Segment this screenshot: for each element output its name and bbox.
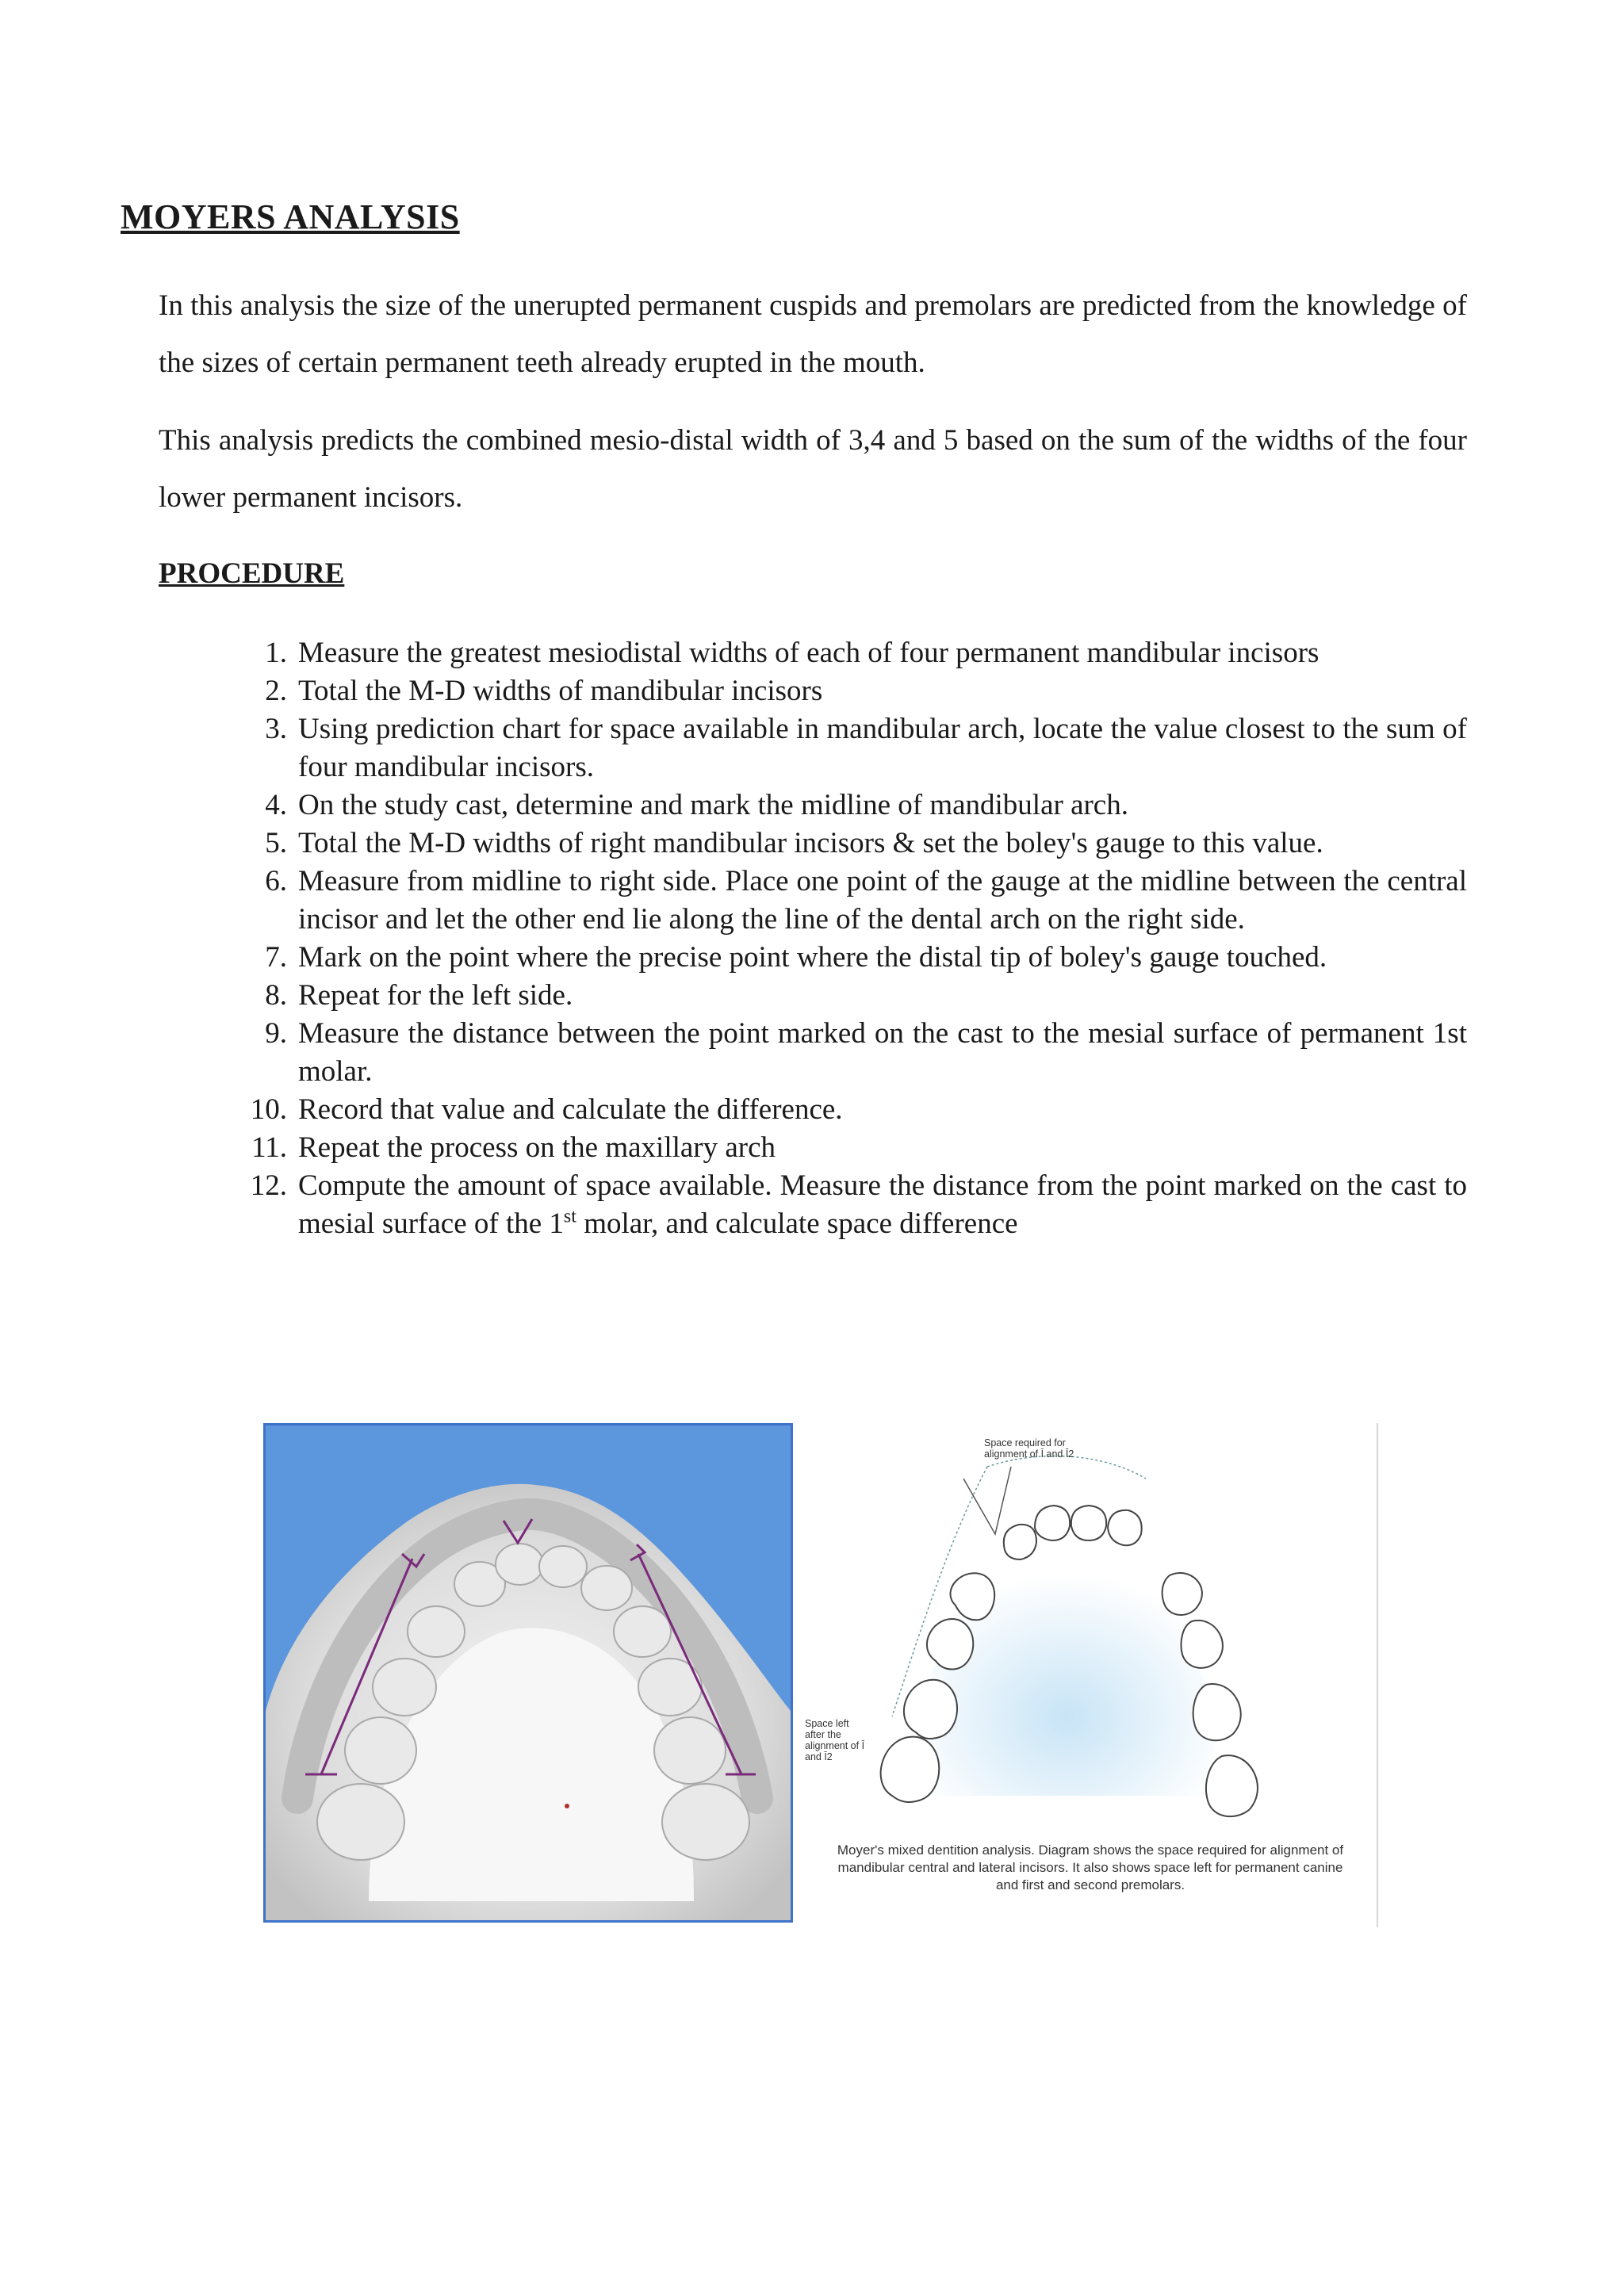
step-number: 8.: [265, 979, 287, 1012]
procedure-step: [230, 1129, 1467, 1167]
intro-paragraph-2: This analysis predicts the combined mesio-distal width of 3,4 and 5 based on the sum of the widths of the four lower permanent incisors.: [159, 424, 1467, 514]
step-number: 11.: [251, 1131, 287, 1164]
intro-paragraph-1: In this analysis the size of the unerupted permanent cuspids and premolars are predicted from the knowledge of the sizes of certain permanent teeth already erupted in the mouth.: [159, 289, 1467, 379]
step-number: 2.: [265, 675, 287, 707]
step-text: Measure the distance between the point marked on the cast to the mesial surface of permanent 1st molar.: [298, 1017, 1467, 1088]
step-number: 10.: [250, 1093, 287, 1126]
step-text-part: molar, and calculate space difference: [576, 1207, 1018, 1240]
procedure-steps: [230, 634, 1467, 1243]
procedure-step: [230, 672, 1467, 710]
step-text: Mark on the point where the precise point where the distal tip of boley's gauge touched.: [298, 941, 1327, 974]
procedure-step: [230, 710, 1467, 786]
step-text: On the study cast, determine and mark the midline of mandibular arch.: [298, 789, 1128, 821]
space-left-label: Space left after the alignment of Ī and Ī2: [805, 1718, 865, 1762]
cast-dot: [565, 1804, 569, 1808]
step-text: Repeat for the left side.: [298, 979, 573, 1012]
procedure-step: [230, 1091, 1467, 1129]
step-number: 4.: [265, 789, 287, 821]
step-number: 9.: [265, 1017, 287, 1050]
procedure-step: [230, 825, 1467, 863]
procedure-heading: PROCEDURE: [159, 557, 345, 590]
step-text-part: Compute the amount of space available. Measure the distance from the point marked on the cast to mesial surface of the 1: [298, 1169, 1467, 1240]
step-number: 5.: [265, 827, 287, 859]
ordinal-superscript: st: [563, 1206, 576, 1227]
space-required-label: Space required for alignment of Ī and Ī2: [984, 1437, 1074, 1460]
step-text: Measure the greatest mesiodistal widths of each of four permanent mandibular incisors: [298, 637, 1320, 669]
dental-cast-illustration: [266, 1425, 791, 1920]
step-text: Record that value and calculate the difference.: [298, 1093, 843, 1126]
dentition-arch-illustration: [797, 1423, 1378, 1835]
procedure-step: [230, 1015, 1467, 1091]
dental-cast-photo: [263, 1423, 793, 1923]
step-number: 12.: [250, 1169, 287, 1202]
step-text: Total the M-D widths of right mandibular incisors & set the boley's gauge to this value.: [298, 827, 1323, 859]
figure-caption: Moyer's mixed dentition analysis. Diagram shows the space required for alignment of mandibular central and lateral incisors. It also shows space left for permanent canine and first and second premolars.: [837, 1843, 1344, 1892]
procedure-step: [230, 939, 1467, 977]
step-text: [298, 1167, 1467, 1243]
procedure-step: [230, 634, 1467, 672]
step-number: 6.: [265, 865, 287, 897]
space-required-pointer: [963, 1467, 1011, 1534]
procedure-step: [230, 1167, 1467, 1243]
step-text: Measure from midline to right side. Place one point of the gauge at the midline between the central incisor and let the other end lie along the line of the dental arch on the right side.: [298, 865, 1467, 936]
page-title: MOYERS ANALYSIS: [121, 197, 460, 236]
procedure-step: [230, 786, 1467, 825]
step-text: Repeat the process on the maxillary arch: [298, 1131, 776, 1164]
step-number: 7.: [265, 941, 287, 974]
procedure-step: [230, 863, 1467, 939]
moyers-diagram: [797, 1423, 1378, 1927]
step-text: Total the M-D widths of mandibular incisors: [298, 675, 823, 707]
step-text: Using prediction chart for space available in mandibular arch, locate the value closest to the sum of four mandibular incisors.: [298, 713, 1467, 783]
step-number: 1.: [265, 637, 287, 669]
procedure-step: [230, 977, 1467, 1015]
step-number: 3.: [265, 713, 287, 745]
